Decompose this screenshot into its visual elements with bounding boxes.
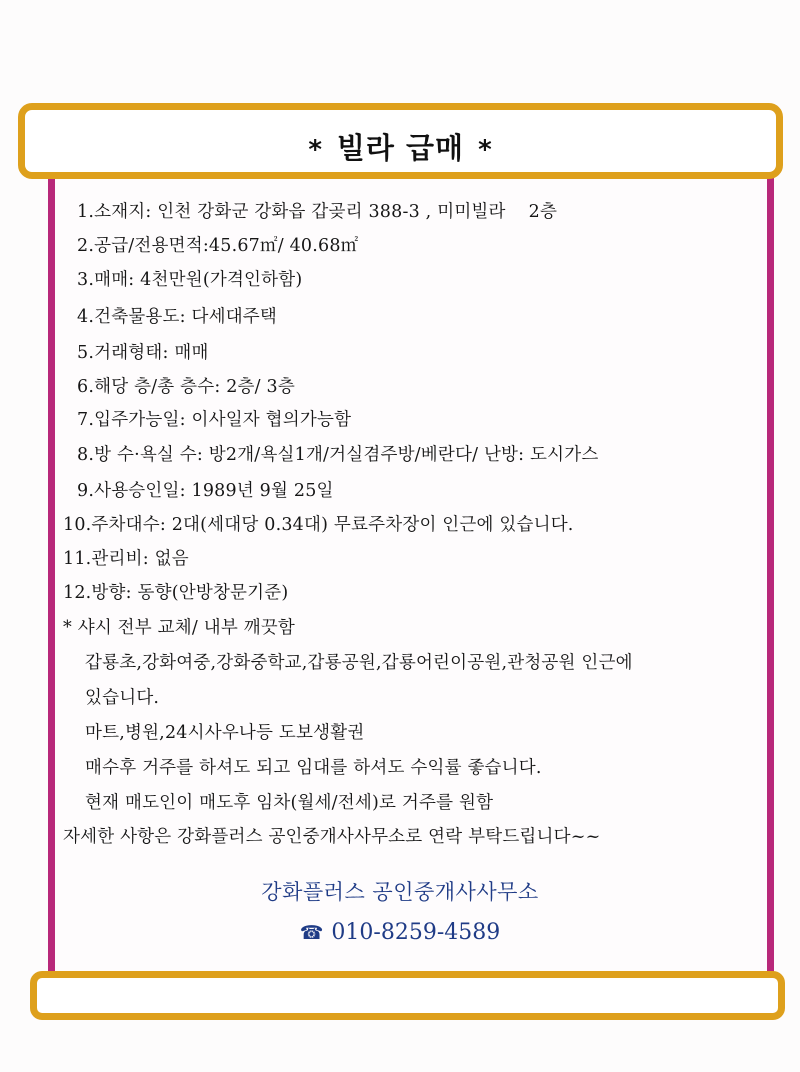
- detail-line: 8.방 수·욕실 수: 방2개/욕실1개/거실겸주방/베란다/ 난방: 도시가스: [77, 445, 599, 465]
- detail-line: 9.사용승인일: 1989년 9월 25일: [77, 481, 334, 501]
- detail-line: 2.공급/전용면적:45.67㎡/ 40.68㎡: [77, 236, 359, 256]
- title-banner: [18, 103, 783, 179]
- detail-line: 1.소재지: 인천 강화군 강화읍 갑곶리 388-3 , 미미빌라 2층: [77, 202, 558, 222]
- detail-line: 있습니다.: [85, 688, 160, 708]
- detail-line: 7.입주가능일: 이사일자 협의가능함: [77, 410, 352, 430]
- detail-line: 6.해당 층/총 층수: 2층/ 3층: [77, 377, 295, 397]
- detail-line: * 샤시 전부 교체/ 내부 깨끗함: [63, 618, 296, 638]
- asterisk-icon: *: [478, 135, 493, 165]
- phone-number: 010-8259-4589: [331, 920, 501, 945]
- bottom-banner: [30, 971, 785, 1020]
- asterisk-icon: *: [308, 135, 323, 165]
- office-phone: [0, 920, 800, 945]
- detail-line: 매수후 거주를 하셔도 되고 임대를 하셔도 수익률 좋습니다.: [85, 758, 542, 778]
- detail-line: 3.매매: 4천만원(가격인하함): [77, 270, 303, 290]
- detail-line: 12.방향: 동향(안방창문기준): [63, 583, 289, 603]
- detail-line: 갑룡초,강화여중,강화중학교,갑룡공원,갑룡어린이공원,관청공원 인근에: [85, 653, 633, 673]
- page-title: [25, 126, 776, 167]
- detail-line: 자세한 사항은 강화플러스 공인중개사사무소로 연락 부탁드립니다~~: [63, 827, 601, 847]
- detail-line: 마트,병원,24시사우나등 도보생활권: [85, 723, 365, 743]
- phone-icon: ☎: [299, 922, 324, 944]
- detail-line: 10.주차대수: 2대(세대당 0.34대) 무료주차장이 인근에 있습니다.: [63, 515, 574, 535]
- office-name: 강화플러스 공인중개사사무소: [261, 880, 539, 904]
- detail-line: 5.거래형태: 매매: [77, 343, 209, 363]
- detail-line: 현재 매도인이 매도후 임차(월세/전세)로 거주를 원함: [85, 793, 494, 813]
- title-text: 빌라 급매: [336, 131, 465, 165]
- detail-line: 11.관리비: 없음: [63, 549, 189, 569]
- detail-line: 4.건축물용도: 다세대주택: [77, 307, 278, 327]
